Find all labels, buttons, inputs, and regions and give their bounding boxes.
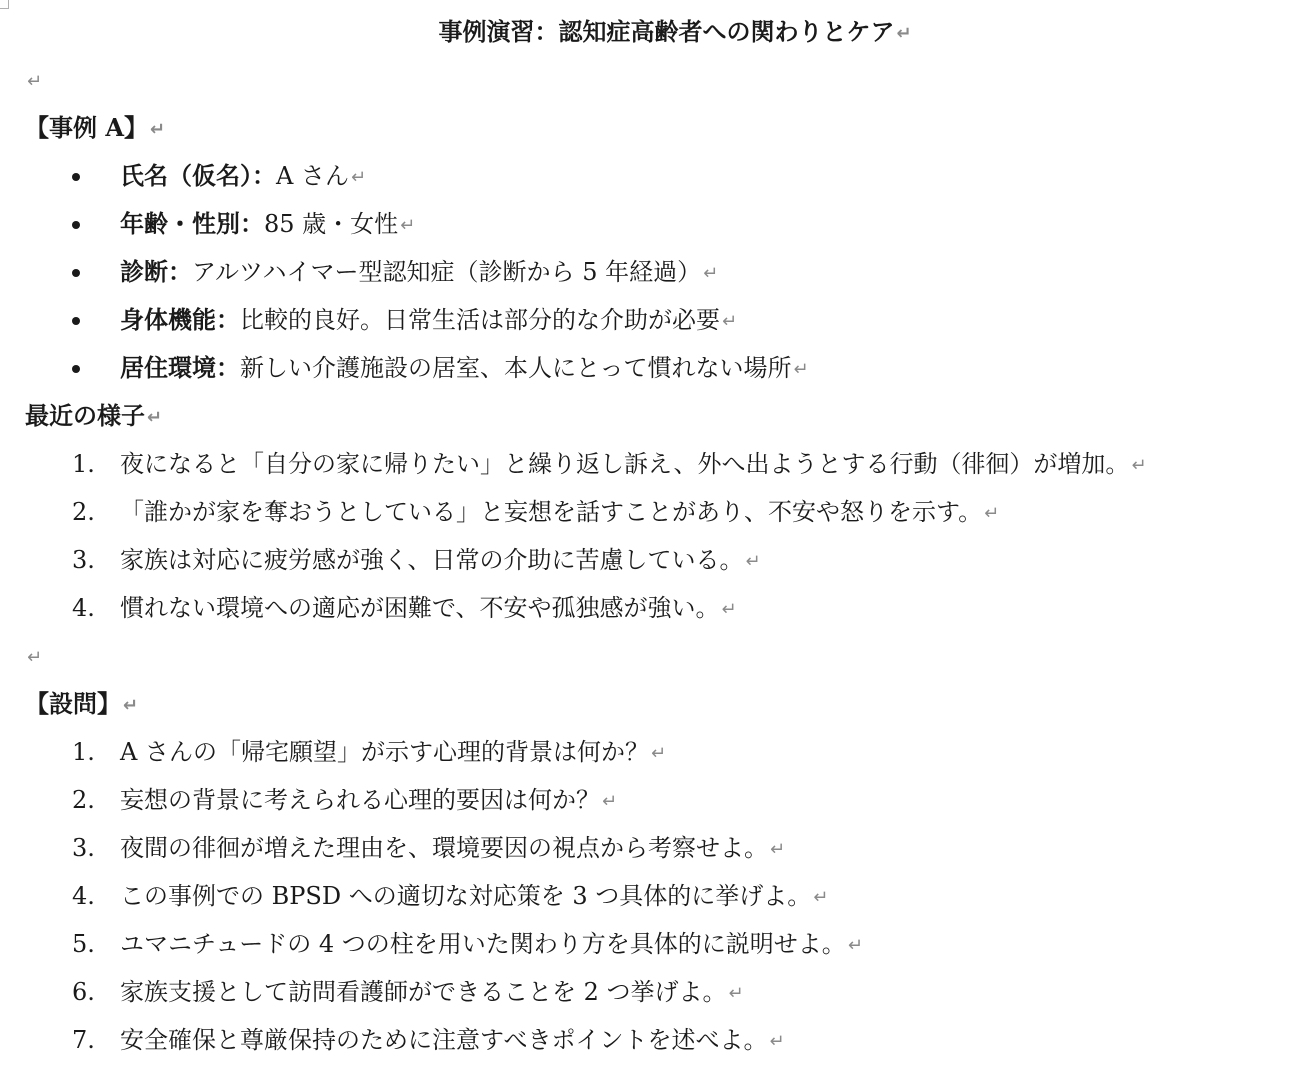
profile-item: 年齢・性別：85 歳・女性 ↵ [0,200,1302,248]
question-item: 5. ユマニチュードの 4 つの柱を用いた関わり方を具体的に説明せよ。 ↵ [72,930,863,958]
case-heading: 【事例 A】 ↵ [25,113,166,142]
paragraph-mark-icon: ↵ [27,647,43,668]
paragraph-mark-icon: ↵ [650,743,667,764]
question-item: 6. 家族支援として訪問看護師ができることを 2 つ挙げよ。 ↵ [72,978,744,1006]
bullet-icon [72,317,80,325]
recent-item: 3. 家族は対応に疲労感が強く、日常の介助に苦慮している。 ↵ [72,546,761,574]
paragraph-mark-icon: ↵ [770,839,786,860]
question-item: 4. この事例での BPSD への適切な対応策を 3 つ具体的に挙げよ。 ↵ [72,882,829,910]
paragraph-mark-icon: ↵ [769,1031,785,1052]
paragraph-mark-icon: ↵ [147,407,163,428]
paragraph-mark-icon: ↵ [703,263,719,284]
paragraph-mark-icon: ↵ [602,791,618,812]
profile-item: 診断：アルツハイマー型認知症（診断から 5 年経過） ↵ [0,248,1302,296]
paragraph-mark-icon: ↵ [745,551,761,572]
profile-item: 居住環境：新しい介護施設の居室、本人にとって慣れない場所 ↵ [0,344,1302,392]
bullet-icon [72,173,80,181]
paragraph-mark-icon: ↵ [813,887,829,908]
paragraph-mark-icon: ↵ [721,599,737,620]
bullet-icon [72,221,80,229]
document-title: 事例演習：認知症高齢者への関わりとケア ↵ [438,17,912,46]
profile-item: 氏名（仮名）：A さん ↵ [0,152,1302,200]
paragraph-mark-icon: ↵ [984,503,1000,524]
bullet-icon [72,269,80,277]
paragraph-mark-icon: ↵ [123,695,139,716]
paragraph-mark-icon: ↵ [27,71,43,92]
bullet-icon [72,365,80,373]
profile-item: 身体機能：比較的良好。日常生活は部分的な介助が必要 ↵ [0,296,1302,344]
paragraph-mark-icon: ↵ [149,119,166,140]
paragraph-mark-icon: ↵ [896,23,912,44]
paragraph-mark-icon: ↵ [1131,455,1147,476]
paragraph-mark-icon: ↵ [722,311,738,332]
question-item: 1. A さんの「帰宅願望」が示す心理的背景は何か？ ↵ [72,738,667,766]
empty-paragraph [25,632,42,680]
paragraph-mark-icon: ↵ [400,215,416,236]
recent-item: 1. 夜になると「自分の家に帰りたい」と繰り返し訴え、外へ出ようとする行動（徘徊）が増加。 ↵ [72,450,1147,478]
paragraph-mark-icon: ↵ [793,359,809,380]
empty-paragraph [25,56,42,104]
recent-item: 2. 「誰かが家を奪おうとしている」と妄想を話すことがあり、不安や怒りを示す。 ↵ [72,498,1000,526]
question-item: 2. 妄想の背景に考えられる心理的要因は何か？ ↵ [72,786,618,814]
recent-item: 4. 慣れない環境への適応が困難で、不安や孤独感が強い。 ↵ [72,594,737,622]
questions-heading: 【設問】 ↵ [25,689,139,718]
paragraph-mark-icon: ↵ [728,983,744,1004]
question-item: 3. 夜間の徘徊が増えた理由を、環境要因の視点から考察せよ。 ↵ [72,834,786,862]
recent-heading: 最近の様子 ↵ [25,401,163,430]
paragraph-mark-icon: ↵ [847,935,863,956]
paragraph-mark-icon: ↵ [350,167,367,188]
question-item: 7. 安全確保と尊厳保持のために注意すべきポイントを述べよ。 ↵ [72,1026,785,1054]
